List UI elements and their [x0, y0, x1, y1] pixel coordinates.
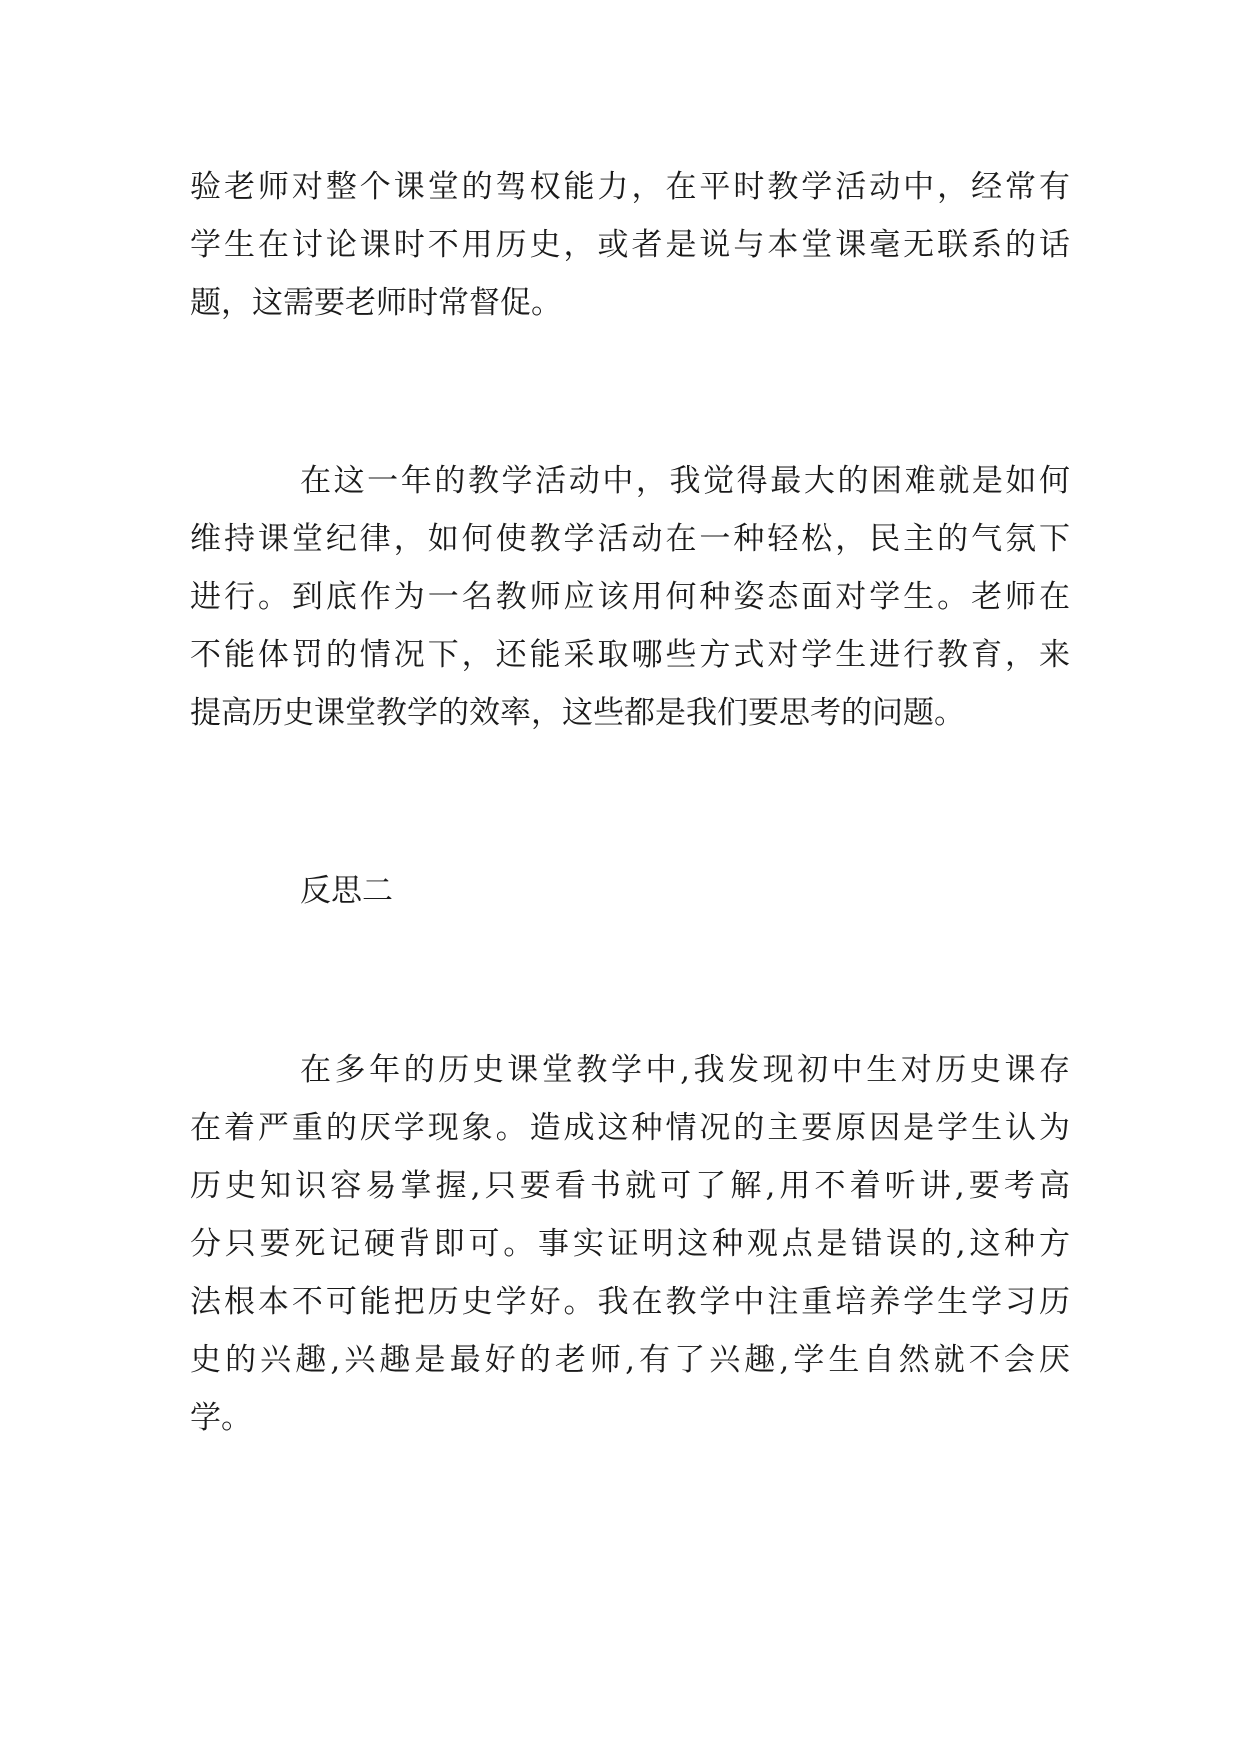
paragraph-2-line-3: 进行。到底作为一名教师应该用何种姿态面对学生。老师在: [190, 579, 1070, 615]
paragraph-1-line-2: 学生在讨论课时不用历史，或者是说与本堂课毫无联系的话: [190, 227, 1070, 263]
paragraph-3-line-6: 史的兴趣,兴趣是最好的老师,有了兴趣,学生自然就不会厌: [190, 1342, 1070, 1378]
paragraph-3-line-3: 历史知识容易掌握,只要看书就可了解,用不着听讲,要考高: [190, 1168, 1070, 1204]
paragraph-2-line-2: 维持课堂纪律，如何使教学活动在一种轻松，民主的气氛下: [190, 521, 1070, 557]
paragraph-1-line-1: 验老师对整个课堂的驾权能力，在平时教学活动中，经常有: [190, 169, 1070, 205]
section-heading: 反思二: [300, 873, 393, 909]
paragraph-1-line-3: 题，这需要老师时常督促。: [190, 285, 562, 321]
paragraph-3-line-1: 在多年的历史课堂教学中,我发现初中生对历史课存: [300, 1052, 1070, 1088]
paragraph-2-line-1: 在这一年的教学活动中，我觉得最大的困难就是如何: [300, 463, 1070, 499]
paragraph-3-line-5: 法根本不可能把历史学好。我在教学中注重培养学生学习历: [190, 1284, 1070, 1320]
paragraph-3-line-2: 在着严重的厌学现象。造成这种情况的主要原因是学生认为: [190, 1110, 1070, 1146]
paragraph-2-line-5: 提高历史课堂教学的效率，这些都是我们要思考的问题。: [190, 695, 965, 731]
paragraph-2-line-4: 不能体罚的情况下，还能采取哪些方式对学生进行教育，来: [190, 637, 1070, 673]
paragraph-3-line-4: 分只要死记硬背即可。事实证明这种观点是错误的,这种方: [190, 1226, 1070, 1262]
paragraph-3-line-7: 学。: [190, 1400, 252, 1436]
